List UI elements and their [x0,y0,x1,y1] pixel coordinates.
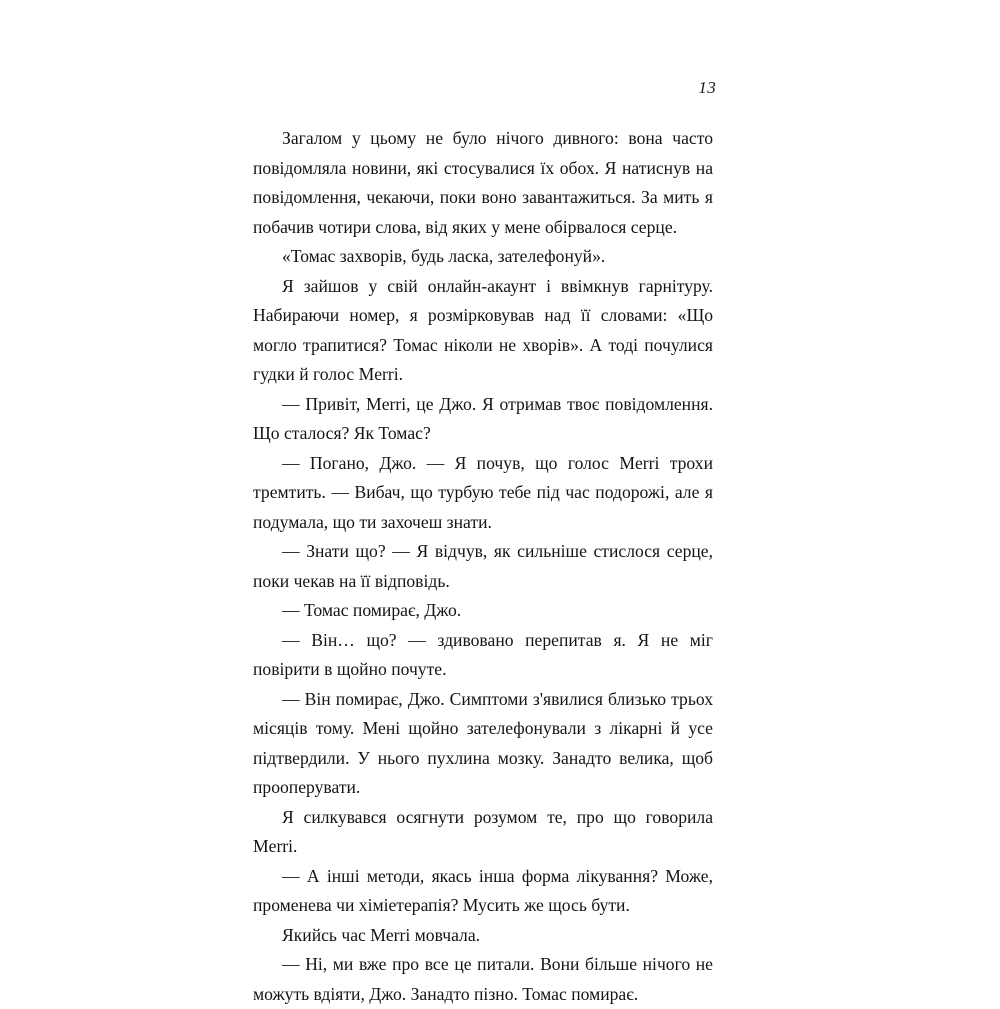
paragraph: — Він… що? — здивовано перепитав я. Я не міг повірити в щойно почуте. [253,629,713,679]
paragraph: — Знати що? — Я відчув, як сильніше стислося серце, поки чекав на її відповідь. [253,541,713,591]
paragraph: «Томас захворів, будь ласка, зателефонуй». [282,246,606,266]
paragraph: — Погано, Джо. — Я почув, що голос Merri трохи тремтить. — Вибач, що турбую тебе під час подорожі, але я подумала, що ти захочеш знати. [253,452,713,532]
paragraph: — Він помирає, Джо. Симптоми з'явилися близько трьох місяців тому. Мені щойно зателефонували з лікарні й усе підтвердили. У нього пухлина мозку. Занадто велика, щоб прооперувати. [253,688,713,797]
paragraph: Загалом у цьому не було нічого дивного: вона часто повідомляла новини, які стосувалися їх обох. Я натиснув на повідомлення, чекаючи, поки воно завантажиться. За мить я побачив чотири слова, від яких у мене обірвалося серце. [253,128,713,237]
body-text [253,124,713,1009]
paragraph: Якийсь час Merri мовчала. [282,924,481,945]
paragraph: — А інші методи, якась інша форма лікування? Може, променева чи хіміетерапія? Мусить же щось бути. [253,865,713,915]
page-number: 13 [698,78,716,97]
paragraph: Я зайшов у свій онлайн-акаунт і ввімкнув гарнітуру. Набираючи номер, я розмірковував над її словами: «Що могло трапитися? Томас ніколи не хворів». А тоді почулися гудки й голос Merri. [253,275,713,384]
paragraph: — Ні, ми вже про все це питали. Вони більше нічого не можуть вдіяти, Джо. Занадто пізно. Томас помирає. [253,954,713,1004]
paragraph: — Привіт, Merri, це Джо. Я отримав твоє повідомлення. Що сталося? Як Томас? [253,393,713,443]
paragraph: — Томас помирає, Джо. [282,600,462,620]
paragraph: Я силкувався осягнути розумом те, про що говорила Merri. [253,806,713,856]
